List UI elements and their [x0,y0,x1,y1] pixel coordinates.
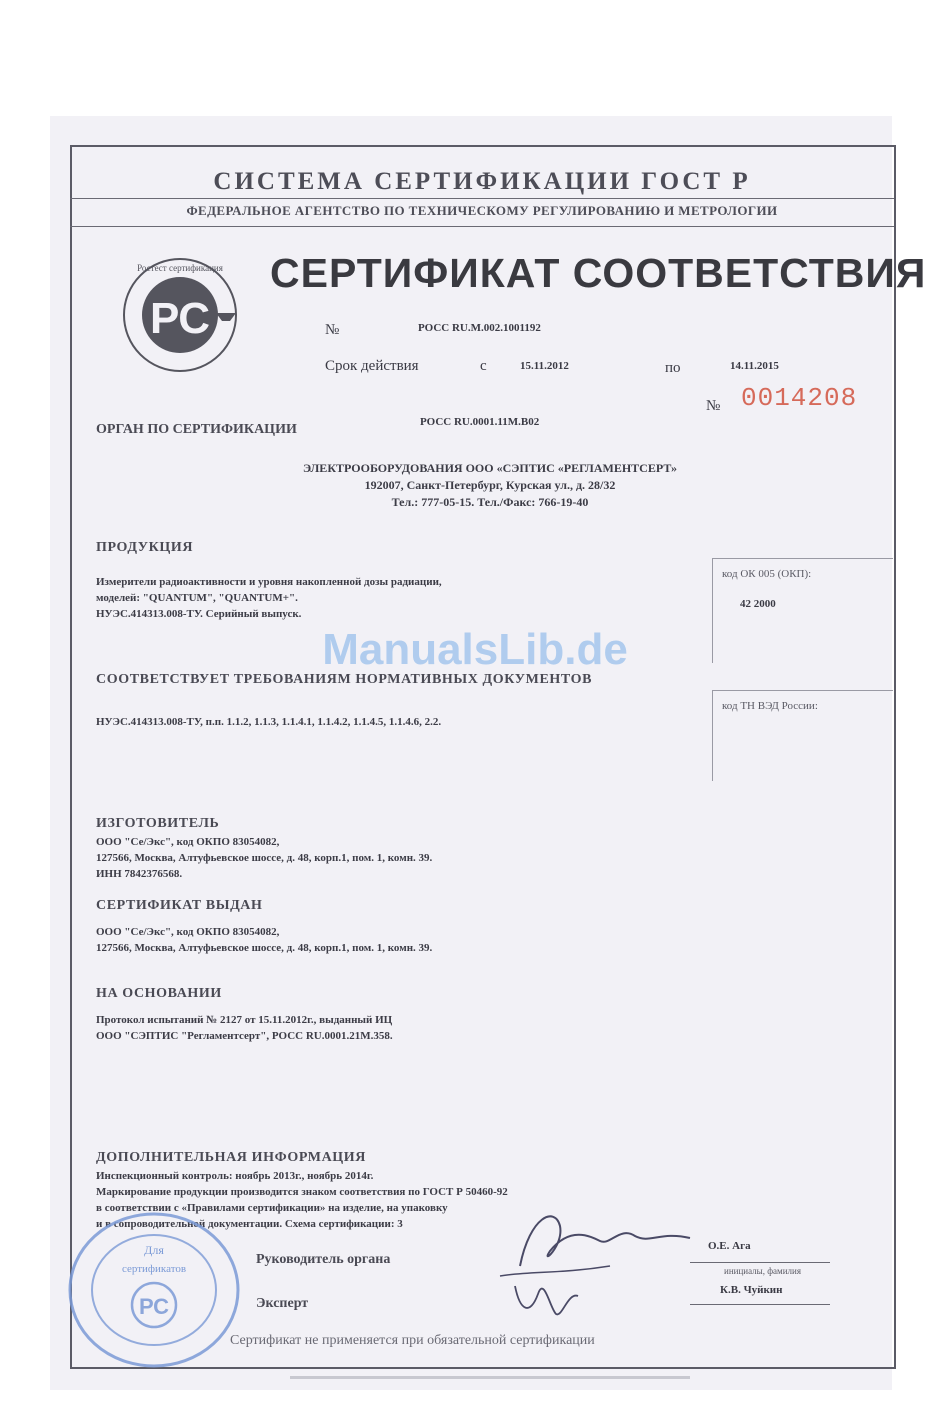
head-label: Руководитель органа [256,1252,391,1267]
agency-title: ФЕДЕРАЛЬНОЕ АГЕНТСТВО ПО ТЕХНИЧЕСКОМУ РЕГУЛИРОВАНИЮ И МЕТРОЛОГИИ [186,203,778,218]
issued-to-details [96,924,432,956]
manufacturer-line-2: 127566, Москва, Алтуфьевское шоссе, д. 48, корп.1, пом. 1, комн. 39. [96,852,433,864]
organ-name: ЭЛЕКТРООБОРУДОВАНИЯ ООО «СЭПТИС «РЕГЛАМЕНТСЕРТ» [302,461,678,475]
logo-ring-text: Ростест сертификация [137,263,223,273]
manufacturer-details [96,834,432,882]
gost-r-logo [120,253,250,383]
head-name-caption: инициалы, фамилия [724,1266,801,1276]
issued-to-line-1: ООО "Се/Экс", код ОКПО 83054082, [96,926,280,938]
issued-to-heading: СЕРТИФИКАТ ВЫДАН [96,898,263,913]
header-divider-top [70,198,894,199]
basis-details [96,1012,393,1044]
additional-line-2: Маркирование продукции производится знаком соответствия по ГОСТ Р 50460-92 [96,1186,508,1198]
basis-line-1: Протокол испытаний № 2127 от 15.11.2012г., выданный ИЦ [96,1014,393,1026]
validity-to-label: по [665,360,681,376]
system-title: СИСТЕМА СЕРТИФИКАЦИИ ГОСТ Р [213,168,751,195]
manufacturer-heading: ИЗГОТОВИТЕЛЬ [96,816,220,831]
additional-line-3: в соответствии с «Правилами сертификации» на изделие, на упаковку [96,1202,448,1214]
cert-number-label: № [325,322,340,338]
additional-line-4: и в сопроводительной документации. Схема сертификации: 3 [96,1218,403,1230]
serial-number: 0014208 [741,383,858,413]
organ-address: 192007, Санкт-Петербург, Курская ул., д. 28/32 [364,478,616,492]
handwritten-signatures [460,1196,700,1326]
logo-letters: РС [149,294,211,343]
product-line-2: моделей: "QUANTUM", "QUANTUM+". [96,592,298,604]
product-description [96,574,442,622]
organ-code: РОСС RU.0001.11М.В02 [420,416,540,428]
product-line-1: Измерители радиоактивности и уровня накопленной дозы радиации, [96,576,442,588]
validity-from-label: с [480,358,487,374]
expert-name-line [690,1304,830,1305]
organ-details [180,460,800,511]
expert-label: Эксперт [256,1296,309,1311]
additional-heading: ДОПОЛНИТЕЛЬНАЯ ИНФОРМАЦИЯ [96,1150,366,1165]
basis-line-2: ООО "СЭПТИС "Регламентсерт", РОСС RU.0001.21М.358. [96,1030,393,1042]
organ-label: ОРГАН ПО СЕРТИФИКАЦИИ [96,422,297,437]
footer-note: Сертификат не применяется при обязательной сертификации [230,1333,595,1348]
tnved-code-label: код ТН ВЭД России: [722,700,818,712]
stamp-middle-text: сертификатов [121,1263,187,1275]
okp-code-value: 42 2000 [740,598,776,610]
head-name-line [690,1262,830,1263]
product-heading: ПРОДУКЦИЯ [96,540,194,555]
conformity-heading: СООТВЕТСТВУЕТ ТРЕБОВАНИЯМ НОРМАТИВНЫХ ДОКУМЕНТОВ [96,672,593,687]
product-line-3: НУЭС.414313.008-ТУ. Серийный выпуск. [96,608,302,620]
conformity-documents: НУЭС.414313.008-ТУ, п.п. 1.1.2, 1.1.3, 1.1.4.1, 1.1.4.2, 1.1.4.5, 1.1.4.6, 2.2. [96,716,442,728]
validity-to-date: 14.11.2015 [730,360,779,372]
head-name: О.Е. Ага [708,1240,751,1252]
validity-label: Срок действия [325,358,419,374]
additional-line-1: Инспекционный контроль: ноябрь 2013г., ноябрь 2014г. [96,1170,374,1182]
validity-from-date: 15.11.2012 [520,360,569,372]
manufacturer-line-3: ИНН 7842376568. [96,868,183,880]
bottom-fine-print [290,1376,690,1379]
manualslib-watermark: ManualsLib.de [322,625,628,674]
manufacturer-line-1: ООО "Се/Экс", код ОКПО 83054082, [96,836,280,848]
expert-name: К.В. Чуйкин [720,1284,783,1296]
basis-heading: НА ОСНОВАНИИ [96,986,222,1001]
header-divider-bottom [70,226,894,227]
issued-to-line-2: 127566, Москва, Алтуфьевское шоссе, д. 48, корп.1, пом. 1, комн. 39. [96,942,433,954]
stamp-top-text: Для [144,1243,164,1257]
okp-code-label: код ОК 005 (ОКП): [722,568,812,580]
stamp-letters: РС [138,1294,170,1319]
organ-phone: Тел.: 777-05-15. Тел./Факс: 766-19-40 [391,495,589,509]
round-stamp [66,1210,246,1370]
certificate-title: СЕРТИФИКАТ СООТВЕТСТВИЯ [270,250,927,296]
serial-label: № [706,398,721,414]
cert-number: РОСС RU.M.002.1001192 [418,322,541,334]
